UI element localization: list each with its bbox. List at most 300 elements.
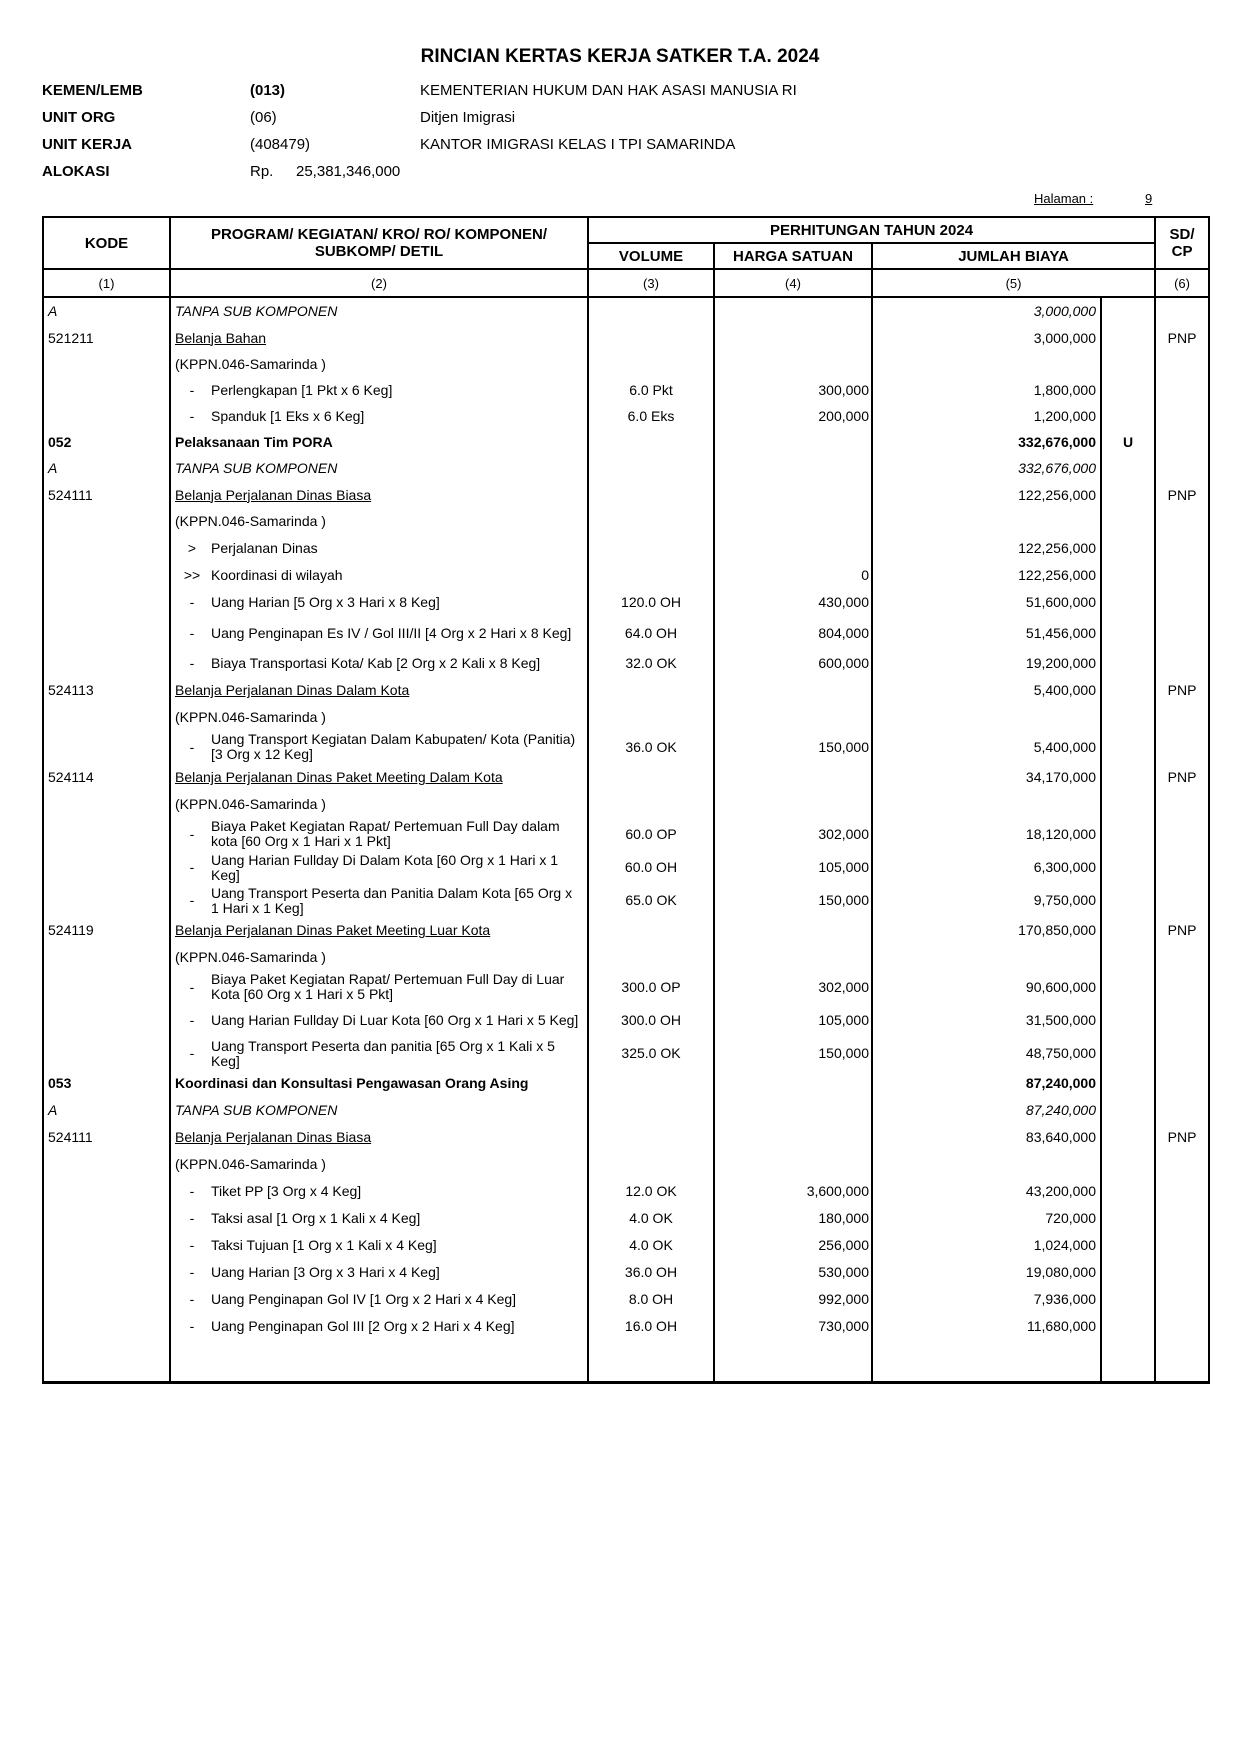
alokasi-currency: Rp. (250, 163, 274, 180)
unitkerja-code: (408479) (250, 136, 311, 153)
col-jumlah: JUMLAH BIAYA (872, 243, 1155, 269)
cell-kode (43, 1205, 170, 1232)
cell-volume (588, 704, 714, 730)
cell-harga: 150,000 (714, 730, 872, 764)
komponen-label: Koordinasi dan Konsultasi Pengawasan Orang Asing (175, 1075, 529, 1091)
cell-jumlah (872, 508, 1101, 535)
detail-item (175, 626, 583, 641)
cell-uraian (170, 944, 588, 970)
kemenlemb-name: KEMENTERIAN HUKUM DAN HAK ASASI MANUSIA RI (420, 82, 797, 99)
cell-kode: 524111 (43, 1124, 170, 1151)
table-row (43, 616, 1209, 650)
cell-uraian (170, 1070, 588, 1097)
cell-flag (1101, 1070, 1155, 1097)
cell-sdcp: PNP (1155, 482, 1209, 508)
table-row (43, 851, 1209, 884)
cell-uraian (170, 851, 588, 884)
table-row (43, 970, 1209, 1004)
cell-jumlah: 5,400,000 (872, 677, 1101, 704)
cell-jumlah: 31,500,000 (872, 1004, 1101, 1037)
cell-volume: 64.0 OH (588, 616, 714, 650)
cell-jumlah: 6,300,000 (872, 851, 1101, 884)
table-row (43, 1004, 1209, 1037)
detail-marker: - (189, 1318, 195, 1334)
col-number-2: (2) (170, 269, 588, 297)
cell-sdcp (1155, 1004, 1209, 1037)
cell-flag (1101, 1313, 1155, 1340)
cell-harga: 180,000 (714, 1205, 872, 1232)
cell-volume: 4.0 OK (588, 1205, 714, 1232)
cell-kode (43, 1178, 170, 1205)
cell-jumlah: 48,750,000 (872, 1037, 1101, 1070)
cell-kode: 053 (43, 1070, 170, 1097)
cell-jumlah: 3,000,000 (872, 297, 1101, 325)
table-row (43, 1097, 1209, 1124)
cell-jumlah: 1,800,000 (872, 377, 1101, 403)
cell-uraian (170, 508, 588, 535)
detail-marker: - (189, 655, 195, 671)
cell-flag (1101, 1205, 1155, 1232)
cell-sdcp (1155, 1286, 1209, 1313)
kppn-label: (KPPN.046-Samarinda ) (175, 513, 326, 529)
cell-volume (588, 429, 714, 455)
table-row (43, 1178, 1209, 1205)
cell-volume: 8.0 OH (588, 1286, 714, 1313)
cell-uraian (170, 377, 588, 403)
col-sdcp-line2: CP (1171, 243, 1193, 260)
cell-kode (43, 1037, 170, 1070)
table-row (43, 1232, 1209, 1259)
cell-volume: 6.0 Pkt (588, 377, 714, 403)
cell-kode (43, 851, 170, 884)
detail-item (175, 541, 583, 556)
cell-sdcp (1155, 429, 1209, 455)
cell-harga (714, 351, 872, 377)
cell-volume: 16.0 OH (588, 1313, 714, 1340)
cell-harga (714, 1070, 872, 1097)
detail-marker: - (189, 1264, 195, 1280)
cell-jumlah: 90,600,000 (872, 970, 1101, 1004)
detail-marker: - (189, 892, 195, 908)
cell-kode (43, 944, 170, 970)
cell-jumlah: 1,024,000 (872, 1232, 1101, 1259)
unitkerja-name: KANTOR IMIGRASI KELAS I TPI SAMARINDA (420, 136, 736, 153)
cell-kode (43, 1151, 170, 1178)
detail-text: Koordinasi di wilayah (211, 567, 343, 583)
cell-flag (1101, 1259, 1155, 1286)
cell-harga (714, 1097, 872, 1124)
cell-volume: 325.0 OK (588, 1037, 714, 1070)
cell-flag (1101, 377, 1155, 403)
detail-marker: - (189, 1237, 195, 1253)
cell-kode (43, 884, 170, 917)
detail-marker: >> (183, 567, 201, 583)
cell-sdcp (1155, 817, 1209, 851)
cell-uraian (170, 1286, 588, 1313)
cell-harga (714, 704, 872, 730)
cell-uraian (170, 297, 588, 325)
cell-volume: 36.0 OH (588, 1259, 714, 1286)
cell-kode (43, 791, 170, 817)
detail-text: Perlengkapan [1 Pkt x 6 Keg] (211, 381, 393, 398)
cell-harga (714, 508, 872, 535)
cell-uraian (170, 970, 588, 1004)
table-row (43, 1313, 1209, 1340)
cell-sdcp (1155, 1037, 1209, 1070)
cell-jumlah: 87,240,000 (872, 1097, 1101, 1124)
subkomponen-label: TANPA SUB KOMPONEN (175, 303, 338, 319)
detail-item (175, 732, 583, 762)
cell-harga (714, 482, 872, 508)
detail-text: Uang Harian Fullday Di Luar Kota [60 Org x 1 Hari x 5 Keg] (211, 1012, 579, 1028)
detail-item (175, 1039, 583, 1069)
akun-label: Belanja Perjalanan Dinas Paket Meeting Dalam Kota (175, 769, 503, 785)
cell-uraian (170, 1313, 588, 1340)
cell-flag (1101, 1151, 1155, 1178)
cell-uraian (170, 562, 588, 589)
kppn-label: (KPPN.046-Samarinda ) (175, 355, 326, 372)
cell-flag (1101, 589, 1155, 616)
cell-kode (43, 351, 170, 377)
table-row (43, 589, 1209, 616)
cell-volume: 6.0 Eks (588, 403, 714, 429)
cell-volume: 65.0 OK (588, 884, 714, 917)
table-row (43, 482, 1209, 508)
cell-volume (588, 791, 714, 817)
cell-jumlah: 19,200,000 (872, 650, 1101, 677)
cell-flag (1101, 1124, 1155, 1151)
cell-flag (1101, 1286, 1155, 1313)
cell-volume (588, 508, 714, 535)
detail-marker: - (189, 594, 195, 610)
empty-cell (588, 1340, 714, 1382)
cell-harga (714, 791, 872, 817)
cell-jumlah (872, 704, 1101, 730)
cell-jumlah (872, 351, 1101, 377)
cell-sdcp (1155, 1232, 1209, 1259)
empty-cell (170, 1340, 588, 1382)
cell-uraian (170, 1124, 588, 1151)
cell-flag (1101, 1037, 1155, 1070)
cell-harga (714, 455, 872, 482)
table-row (43, 677, 1209, 704)
detail-text: Uang Penginapan Gol III [2 Org x 2 Hari x 4 Keg] (211, 1318, 515, 1334)
detail-item (175, 595, 583, 610)
cell-flag (1101, 508, 1155, 535)
cell-volume (588, 764, 714, 791)
cell-uraian (170, 791, 588, 817)
cell-jumlah: 332,676,000 (872, 455, 1101, 482)
cell-flag (1101, 944, 1155, 970)
detail-marker: - (189, 1210, 195, 1226)
detail-text: Uang Transport Peserta dan Panitia Dalam Kota [65 Org x 1 Hari x 1 Keg] (211, 884, 573, 916)
detail-marker: - (189, 407, 195, 424)
detail-text: Tiket PP [3 Org x 4 Keg] (211, 1183, 362, 1199)
cell-uraian (170, 403, 588, 429)
akun-label: Belanja Bahan (175, 329, 267, 346)
cell-jumlah: 51,600,000 (872, 589, 1101, 616)
detail-marker: - (189, 1291, 195, 1307)
cell-volume: 12.0 OK (588, 1178, 714, 1205)
unitorg-name: Ditjen Imigrasi (420, 109, 516, 126)
kppn-label: (KPPN.046-Samarinda ) (175, 708, 326, 725)
cell-uraian (170, 1178, 588, 1205)
cell-uraian (170, 650, 588, 677)
detail-item (175, 568, 583, 583)
cell-volume (588, 1097, 714, 1124)
cell-volume: 300.0 OH (588, 1004, 714, 1037)
cell-flag (1101, 535, 1155, 562)
cell-volume (588, 917, 714, 944)
cell-uraian (170, 1205, 588, 1232)
cell-volume (588, 482, 714, 508)
detail-text: Biaya Transportasi Kota/ Kab [2 Org x 2 Kali x 8 Keg] (211, 655, 541, 671)
cell-volume (588, 562, 714, 589)
cell-sdcp (1155, 851, 1209, 884)
cell-harga: 0 (714, 562, 872, 589)
cell-uraian (170, 1097, 588, 1124)
cell-uraian (170, 704, 588, 730)
cell-sdcp (1155, 1070, 1209, 1097)
cell-sdcp (1155, 562, 1209, 589)
budget-table (42, 216, 1210, 1384)
detail-text: Uang Harian [3 Org x 3 Hari x 4 Keg] (211, 1264, 440, 1280)
col-program (170, 217, 588, 269)
cell-flag (1101, 970, 1155, 1004)
detail-item (175, 1184, 583, 1199)
cell-uraian (170, 677, 588, 704)
cell-harga: 530,000 (714, 1259, 872, 1286)
detail-marker: - (189, 381, 195, 398)
cell-jumlah: 87,240,000 (872, 1070, 1101, 1097)
cell-volume: 120.0 OH (588, 589, 714, 616)
akun-label: Belanja Perjalanan Dinas Biasa (175, 1129, 372, 1145)
page-number-value: 9 (1145, 191, 1153, 206)
detail-marker: - (189, 978, 195, 995)
cell-volume: 32.0 OK (588, 650, 714, 677)
cell-harga (714, 429, 872, 455)
table-row (43, 377, 1209, 403)
cell-sdcp (1155, 791, 1209, 817)
col-perhitungan: PERHITUNGAN TAHUN 2024 (588, 217, 1155, 243)
cell-uraian (170, 325, 588, 351)
cell-flag (1101, 403, 1155, 429)
cell-jumlah (872, 944, 1101, 970)
cell-sdcp (1155, 1178, 1209, 1205)
table-row (43, 508, 1209, 535)
cell-kode: A (43, 297, 170, 325)
cell-volume (588, 297, 714, 325)
cell-uraian (170, 589, 588, 616)
cell-harga (714, 677, 872, 704)
empty-cell (1155, 1340, 1209, 1382)
col-number-3: (3) (588, 269, 714, 297)
cell-kode (43, 970, 170, 1004)
cell-flag (1101, 562, 1155, 589)
cell-sdcp (1155, 1097, 1209, 1124)
col-kode: KODE (43, 217, 170, 269)
detail-marker: > (187, 540, 197, 556)
cell-harga: 150,000 (714, 1037, 872, 1070)
detail-text: Uang Harian Fullday Di Dalam Kota [60 Org x 1 Hari x 1 Keg] (211, 851, 559, 883)
cell-uraian (170, 429, 588, 455)
cell-harga (714, 535, 872, 562)
cell-flag (1101, 616, 1155, 650)
detail-item (175, 819, 583, 849)
akun-label: Belanja Perjalanan Dinas Biasa (175, 486, 372, 503)
cell-jumlah: 122,256,000 (872, 562, 1101, 589)
akun-label: Belanja Perjalanan Dinas Dalam Kota (175, 682, 410, 698)
alokasi-label: ALOKASI (42, 163, 110, 180)
detail-marker: - (189, 859, 195, 875)
cell-harga: 804,000 (714, 616, 872, 650)
cell-volume: 60.0 OH (588, 851, 714, 884)
cell-harga (714, 917, 872, 944)
cell-flag (1101, 1232, 1155, 1259)
unitorg-label: UNIT ORG (42, 109, 116, 126)
table-row (43, 791, 1209, 817)
cell-flag (1101, 730, 1155, 764)
cell-uraian (170, 917, 588, 944)
detail-text: Taksi Tujuan [1 Org x 1 Kali x 4 Keg] (211, 1237, 437, 1253)
cell-volume (588, 455, 714, 482)
table-row (43, 297, 1209, 325)
cell-jumlah (872, 791, 1101, 817)
empty-cell (1101, 1340, 1155, 1382)
cell-uraian (170, 730, 588, 764)
detail-marker: - (189, 1183, 195, 1199)
cell-volume (588, 1151, 714, 1178)
akun-label: Belanja Perjalanan Dinas Paket Meeting Luar Kota (175, 922, 491, 938)
cell-sdcp (1155, 589, 1209, 616)
cell-harga: 430,000 (714, 589, 872, 616)
cell-harga: 150,000 (714, 884, 872, 917)
cell-uraian (170, 351, 588, 377)
cell-harga: 302,000 (714, 970, 872, 1004)
cell-harga: 256,000 (714, 1232, 872, 1259)
cell-harga (714, 297, 872, 325)
cell-harga (714, 1151, 872, 1178)
detail-item (175, 853, 583, 883)
cell-harga: 105,000 (714, 1004, 872, 1037)
cell-uraian (170, 764, 588, 791)
cell-kode (43, 589, 170, 616)
cell-kode: 521211 (43, 325, 170, 351)
cell-uraian (170, 1259, 588, 1286)
detail-item (175, 409, 583, 424)
col-sdcp (1155, 217, 1209, 269)
cell-sdcp: PNP (1155, 917, 1209, 944)
cell-kode (43, 1259, 170, 1286)
col-sdcp-line1: SD/ (1169, 226, 1195, 243)
detail-marker: - (189, 1045, 195, 1061)
detail-item (175, 1211, 583, 1226)
cell-flag (1101, 704, 1155, 730)
cell-volume (588, 677, 714, 704)
cell-kode (43, 1232, 170, 1259)
empty-cell (714, 1340, 872, 1382)
cell-harga: 600,000 (714, 650, 872, 677)
col-program-line2: SUBKOMP/ DETIL (314, 243, 444, 260)
cell-volume: 36.0 OK (588, 730, 714, 764)
cell-kode (43, 817, 170, 851)
page-number-label: Halaman : (1034, 191, 1094, 206)
cell-sdcp (1155, 1259, 1209, 1286)
detail-text: Spanduk [1 Eks x 6 Keg] (211, 407, 365, 424)
cell-harga (714, 944, 872, 970)
cell-kode (43, 1286, 170, 1313)
cell-kode (43, 616, 170, 650)
detail-marker: - (189, 825, 195, 842)
cell-volume: 60.0 OP (588, 817, 714, 851)
table-row (43, 535, 1209, 562)
kppn-label: (KPPN.046-Samarinda ) (175, 948, 326, 965)
unitorg-code: (06) (250, 109, 277, 126)
cell-kode (43, 377, 170, 403)
detail-item (175, 1265, 583, 1280)
cell-flag (1101, 1004, 1155, 1037)
cell-sdcp (1155, 944, 1209, 970)
cell-sdcp (1155, 730, 1209, 764)
cell-flag (1101, 764, 1155, 791)
cell-volume (588, 535, 714, 562)
cell-volume (588, 325, 714, 351)
table-header (43, 217, 1209, 297)
table-row (43, 884, 1209, 917)
detail-marker: - (189, 738, 195, 755)
cell-flag (1101, 482, 1155, 508)
table-row (43, 351, 1209, 377)
cell-uraian (170, 1037, 588, 1070)
table-row (43, 325, 1209, 351)
col-number-1: (1) (43, 269, 170, 297)
subkomponen-label: TANPA SUB KOMPONEN (175, 1102, 338, 1118)
cell-jumlah: 122,256,000 (872, 535, 1101, 562)
cell-jumlah: 7,936,000 (872, 1286, 1101, 1313)
cell-kode (43, 704, 170, 730)
unitkerja-label: UNIT KERJA (42, 136, 133, 153)
cell-kode: 524114 (43, 764, 170, 791)
cell-sdcp (1155, 351, 1209, 377)
kemenlemb-label: KEMEN/LEMB (42, 82, 143, 99)
detail-marker: - (189, 1012, 195, 1028)
cell-sdcp (1155, 297, 1209, 325)
col-harga: HARGA SATUAN (714, 243, 872, 269)
cell-sdcp (1155, 970, 1209, 1004)
cell-kode (43, 562, 170, 589)
table-row (43, 917, 1209, 944)
cell-uraian (170, 535, 588, 562)
cell-harga: 302,000 (714, 817, 872, 851)
detail-text: Uang Penginapan Gol IV [1 Org x 2 Hari x 4 Keg] (211, 1291, 517, 1307)
cell-harga (714, 764, 872, 791)
cell-uraian (170, 616, 588, 650)
cell-flag (1101, 1097, 1155, 1124)
cell-kode (43, 1313, 170, 1340)
detail-item (175, 1319, 583, 1334)
table-row (43, 1070, 1209, 1097)
cell-uraian (170, 884, 588, 917)
cell-sdcp (1155, 884, 1209, 917)
cell-jumlah: 34,170,000 (872, 764, 1101, 791)
cell-flag (1101, 650, 1155, 677)
cell-uraian (170, 817, 588, 851)
cell-uraian (170, 1151, 588, 1178)
cell-sdcp: PNP (1155, 325, 1209, 351)
page-title: RINCIAN KERTAS KERJA SATKER T.A. 2024 (420, 46, 820, 67)
cell-sdcp: PNP (1155, 677, 1209, 704)
detail-text: Uang Penginapan Es IV / Gol III/II [4 Org x 2 Hari x 8 Keg] (211, 624, 572, 641)
